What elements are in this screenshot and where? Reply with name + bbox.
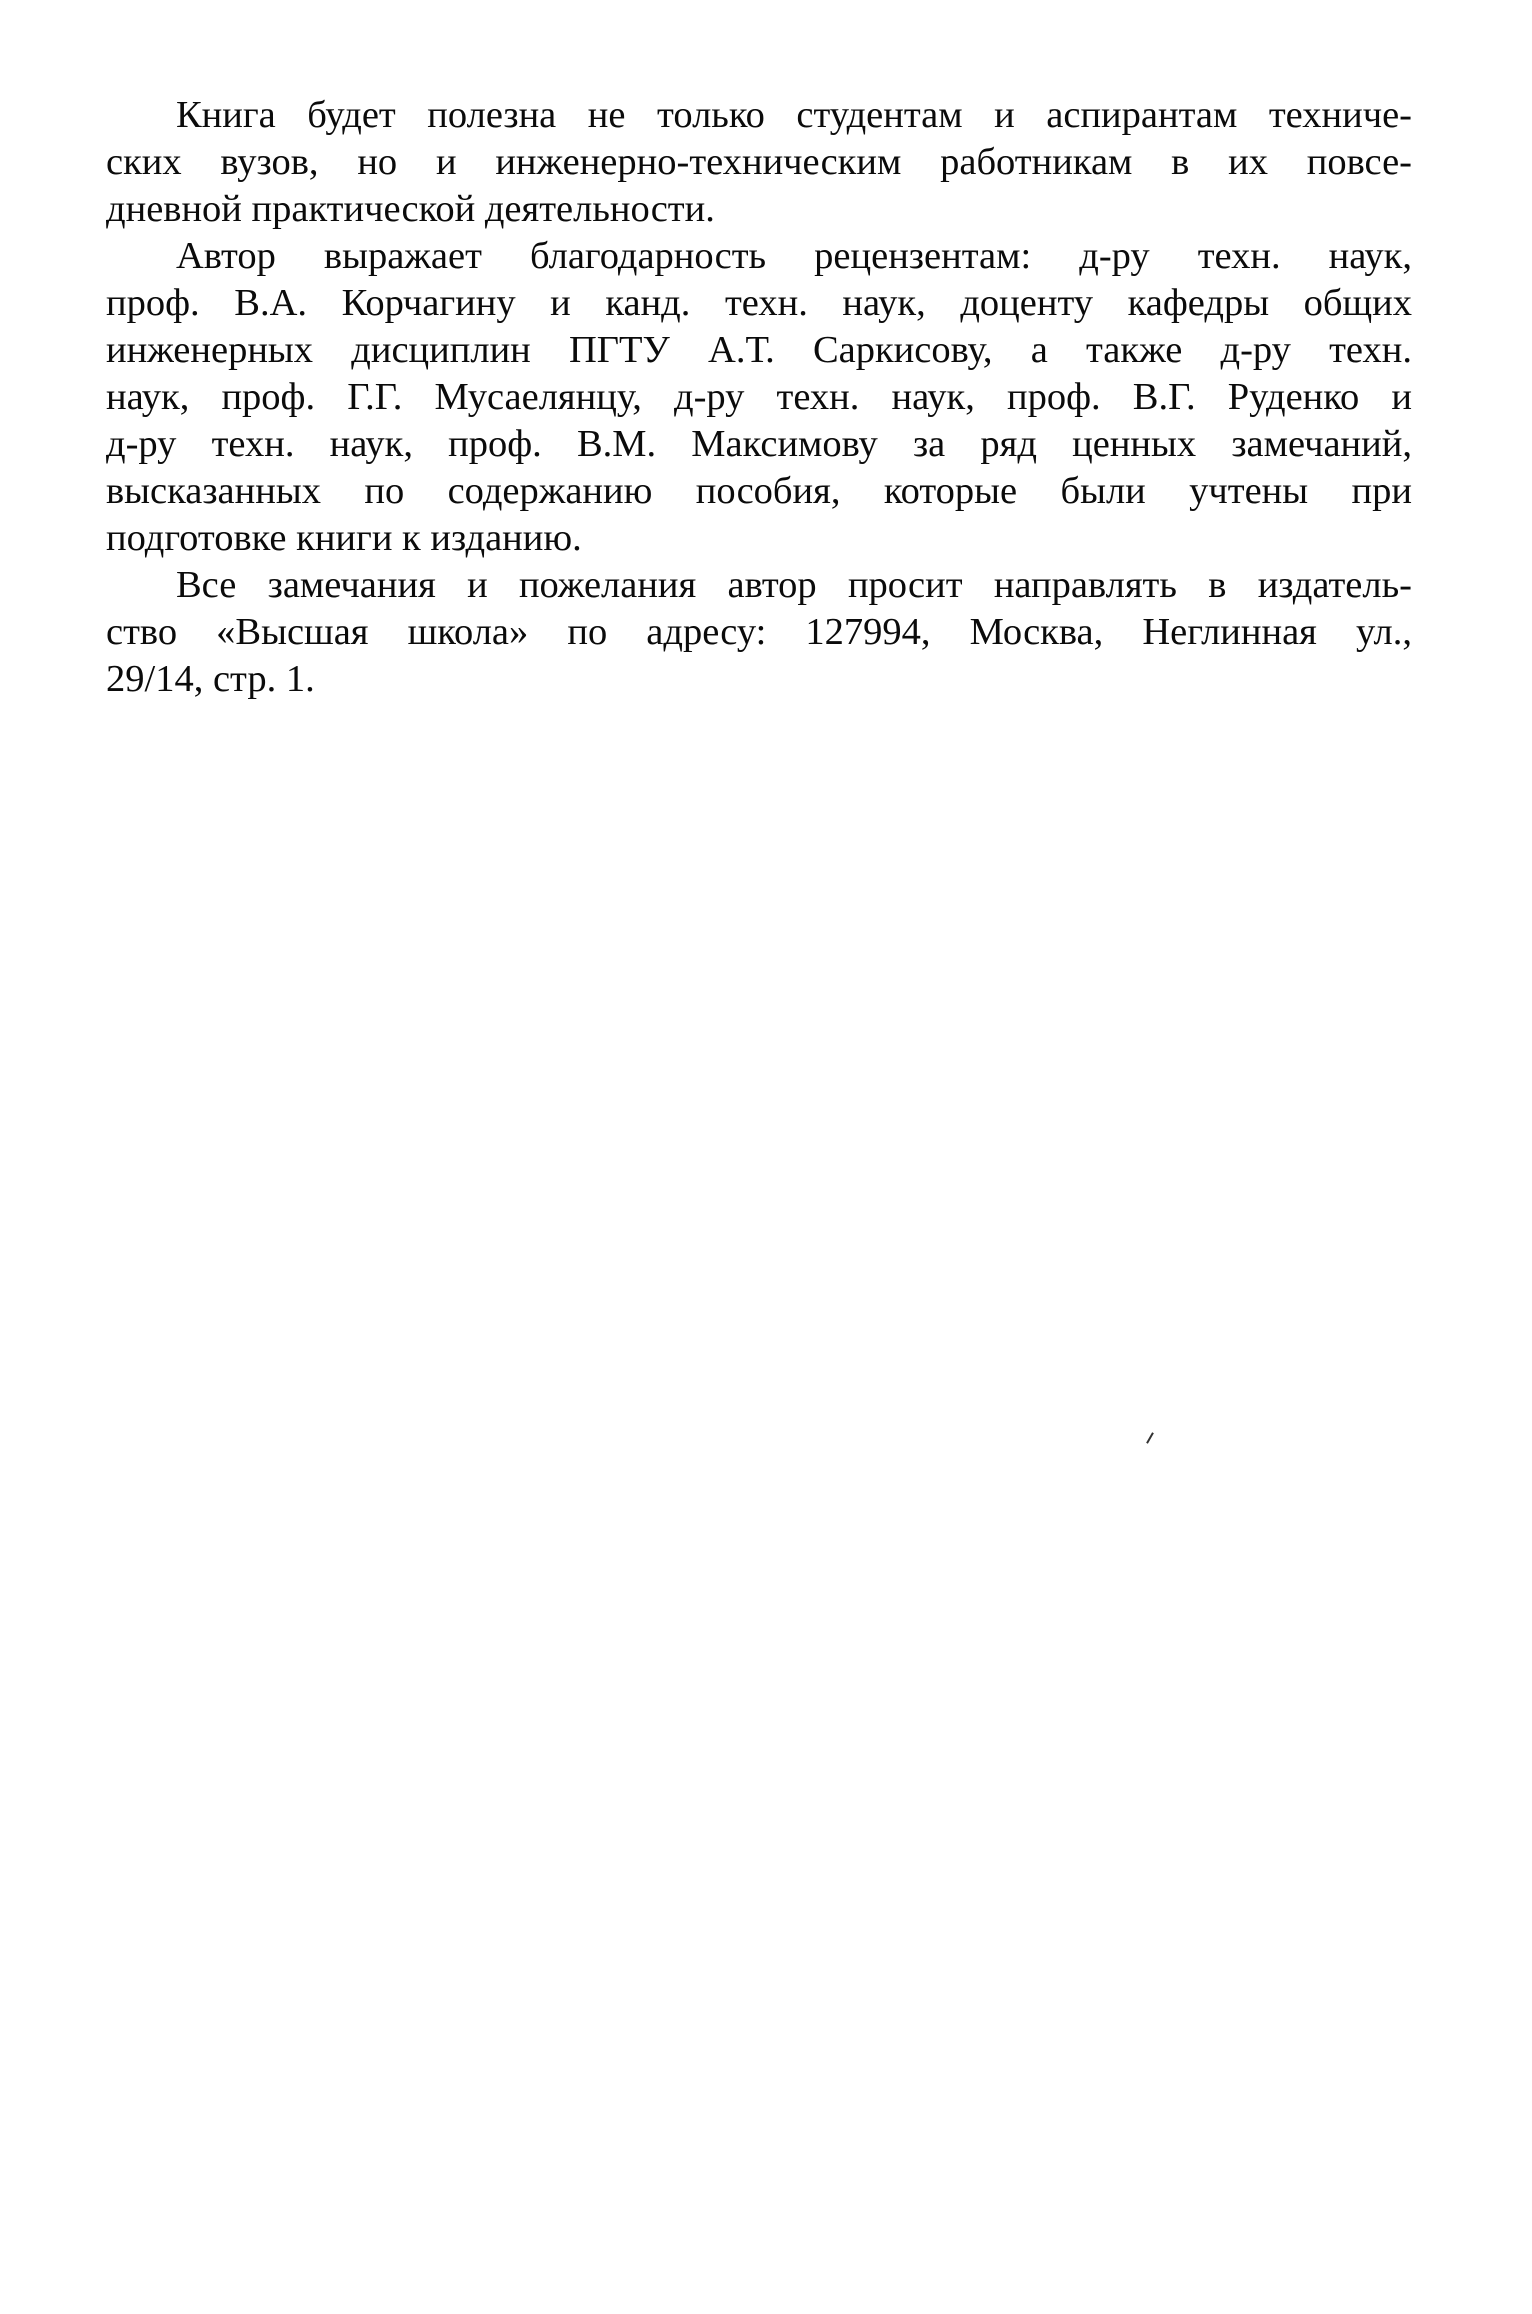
paragraph-publisher-address: [106, 562, 1412, 703]
text-line: Автор выражает благодарность рецензентам: д-ру техн. наук,: [176, 235, 1412, 277]
paragraph-acknowledgements: [106, 233, 1412, 562]
text-line: 29/14, стр. 1.: [106, 658, 315, 700]
text-line: подготовке книги к изданию.: [106, 517, 582, 559]
stray-scan-mark: [1146, 1432, 1154, 1443]
text-block: [106, 92, 1412, 703]
text-line: высказанных по содержанию пособия, которые были учтены при: [106, 470, 1412, 512]
text-line: инженерных дисциплин ПГТУ А.Т. Саркисову, а также д-ру техн.: [106, 329, 1412, 371]
text-line: проф. В.А. Корчагину и канд. техн. наук, доценту кафедры общих: [106, 282, 1412, 324]
text-line: Книга будет полезна не только студентам и аспирантам техниче-: [176, 94, 1412, 136]
text-line: дневной практической деятельности.: [106, 188, 715, 230]
text-line: ство «Высшая школа» по адресу: 127994, Москва, Неглинная ул.,: [106, 611, 1412, 653]
paragraph-book-purpose: [106, 92, 1412, 233]
text-line: д-ру техн. наук, проф. В.М. Максимову за ряд ценных замечаний,: [106, 423, 1412, 465]
text-line: Все замечания и пожелания автор просит направлять в издатель-: [176, 564, 1412, 606]
text-line: ских вузов, но и инженерно-техническим работникам в их повсе-: [106, 141, 1412, 183]
text-line: наук, проф. Г.Г. Мусаелянцу, д-ру техн. наук, проф. В.Г. Руденко и: [106, 376, 1412, 418]
